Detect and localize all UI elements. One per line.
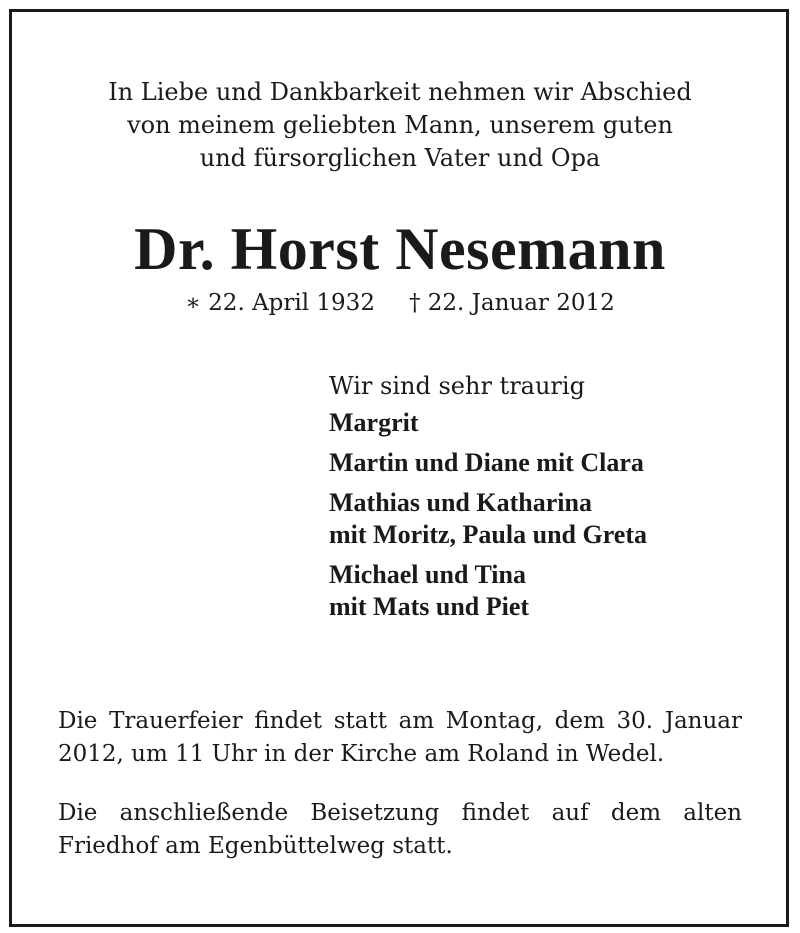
deceased-name: Dr. Horst Nesemann [134, 216, 666, 282]
mourner-line: Mathias und Katharina [329, 488, 592, 517]
mourner-group [329, 447, 769, 479]
death-date: † 22. Januar 2012 [408, 290, 615, 316]
mourner-line: Martin und Diane mit Clara [329, 448, 644, 477]
funeral-service-notice: Die Trauerfeier findet statt am Montag, dem 30. Januar 2012, um 11 Uhr in der Kirche am Roland in Wedel. [58, 708, 742, 767]
burial-notice: Die anschließende Beisetzung findet auf dem alten Friedhof am Egenbüttelweg statt. [58, 800, 742, 859]
birth-date: ∗ 22. April 1932 [185, 290, 375, 316]
mourner-group [329, 559, 769, 623]
mourners-intro: Wir sind sehr traurig [329, 372, 585, 400]
intro-line: und fürsorglichen Vater und Opa [199, 144, 601, 172]
intro-text [0, 76, 800, 175]
intro-line: von meinem geliebten Mann, unserem guten [127, 111, 673, 139]
mourner-line: Margrit [329, 408, 419, 437]
mourner-group [329, 487, 769, 551]
life-dates [0, 287, 800, 319]
mourner-line: Michael und Tina [329, 560, 526, 589]
intro-line: In Liebe und Dankbarkeit nehmen wir Abschied [108, 78, 692, 106]
mourners-block [329, 370, 769, 631]
mourner-line: mit Mats und Piet [329, 592, 530, 621]
mourner-line: mit Moritz, Paula und Greta [329, 520, 647, 549]
mourner-group [329, 407, 769, 439]
